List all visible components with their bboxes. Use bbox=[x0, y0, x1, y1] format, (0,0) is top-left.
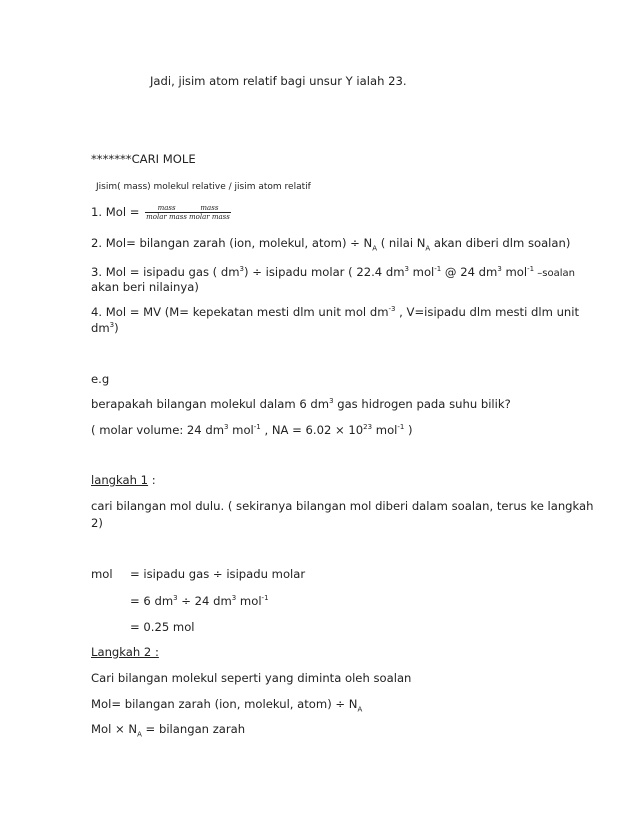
given-text: mol bbox=[372, 423, 398, 437]
calc-equation-1: = isipadu gas ÷ isipadu molar bbox=[130, 567, 306, 581]
subscript: A bbox=[425, 244, 431, 253]
step-1-label: langkah 1 bbox=[91, 473, 149, 487]
superscript: -1 bbox=[253, 423, 261, 432]
step-2-text: Mol= bilangan zarah (ion, molekul, atom) ÷ N bbox=[91, 697, 358, 711]
formula-2-text: akan diberi dlm soalan) bbox=[430, 236, 571, 250]
question-text: berapakah bilangan molekul dalam 6 dm bbox=[91, 397, 330, 411]
step-1-text-line-2: 2) bbox=[91, 516, 103, 530]
formula-4-text: , V=isipadu dlm mesti dlm unit bbox=[395, 305, 580, 319]
mass-fraction-pair bbox=[143, 204, 231, 221]
formula-3-text: mol bbox=[501, 265, 528, 279]
formula-3-text: mol bbox=[408, 265, 435, 279]
mass-fraction-repeat bbox=[188, 204, 231, 221]
question-text: gas hidrogen pada suhu bilik? bbox=[333, 397, 511, 411]
step-1-heading bbox=[91, 473, 156, 487]
superscript: 3 bbox=[329, 397, 334, 406]
superscript: -3 bbox=[388, 305, 396, 314]
subscript: A bbox=[137, 730, 142, 739]
subscript: A bbox=[357, 705, 363, 714]
formula-4-line-1 bbox=[91, 305, 579, 319]
superscript: 3 bbox=[224, 423, 229, 432]
formula-4-line-2 bbox=[91, 321, 119, 335]
superscript: 3 bbox=[239, 265, 245, 274]
mass-fraction bbox=[145, 204, 188, 221]
formula-3-text: @ 24 dm bbox=[441, 265, 498, 279]
superscript: 3 bbox=[497, 265, 502, 274]
formula-2-text: 2. Mol= bilangan zarah (ion, molekul, atom) ÷ N bbox=[91, 236, 373, 250]
formula-1-prefix: 1. Mol = bbox=[91, 205, 140, 219]
formula-2 bbox=[91, 236, 571, 253]
formula-4-text: 4. Mol = MV (M= kepekatan mesti dlm unit mol dm bbox=[91, 305, 389, 319]
fraction-numerator: mass bbox=[145, 204, 188, 213]
given-values bbox=[91, 423, 413, 437]
superscript: -1 bbox=[527, 265, 535, 274]
step-2-line-2 bbox=[91, 697, 363, 714]
formula-3-text: –soalan bbox=[534, 268, 575, 279]
superscript: -1 bbox=[397, 423, 405, 432]
conclusion-line: Jadi, jisim atom relatif bagi unsur Y ialah 23. bbox=[150, 74, 407, 88]
superscript: 3 bbox=[231, 594, 237, 603]
step-1-text-line-1: cari bilangan mol dulu. ( sekiranya bilangan mol diberi dalam soalan, terus ke langkah bbox=[91, 499, 594, 513]
fraction-numerator: mass bbox=[188, 204, 231, 213]
step-2-line-1: Cari bilangan molekul seperti yang diminta oleh soalan bbox=[91, 671, 412, 685]
superscript: 23 bbox=[363, 423, 373, 432]
calc-mol-label: mol bbox=[91, 567, 113, 581]
fraction-denominator: molar mass bbox=[146, 213, 187, 221]
formula-1 bbox=[91, 204, 231, 221]
given-text: ) bbox=[404, 423, 413, 437]
superscript: 3 bbox=[109, 321, 115, 330]
calc-text: ÷ 24 dm bbox=[177, 594, 232, 608]
subscript: A bbox=[372, 244, 378, 253]
formula-3-text: ) ÷ isipadu molar ( 22.4 dm bbox=[244, 265, 405, 279]
calc-text: = 6 dm bbox=[130, 594, 174, 608]
given-text: mol bbox=[228, 423, 254, 437]
calc-text: mol bbox=[236, 594, 262, 608]
formula-3-line-2: akan beri nilainya) bbox=[91, 280, 199, 294]
step-1-colon: : bbox=[148, 473, 156, 487]
example-label: e.g bbox=[91, 372, 110, 386]
step-2-heading: Langkah 2 : bbox=[91, 645, 159, 659]
formula-4-text: ) bbox=[114, 321, 119, 335]
superscript: 3 bbox=[173, 594, 178, 603]
example-question bbox=[91, 397, 511, 411]
calc-equation-2 bbox=[130, 594, 269, 608]
superscript: -1 bbox=[261, 594, 269, 603]
step-2-text: Mol × N bbox=[91, 722, 138, 736]
given-text: ( molar volume: 24 dm bbox=[91, 423, 225, 437]
fraction-denominator: molar mass bbox=[189, 213, 230, 221]
step-2-line-3 bbox=[91, 722, 246, 739]
superscript: -1 bbox=[434, 265, 442, 274]
formula-3-line-1 bbox=[91, 265, 575, 281]
section-heading-cari-mole: *******CARI MOLE bbox=[91, 152, 196, 166]
formula-3-text: 3. Mol = isipadu gas ( dm bbox=[91, 265, 240, 279]
given-text: , NA = 6.02 × 10 bbox=[260, 423, 364, 437]
calc-equation-3: = 0.25 mol bbox=[130, 620, 195, 634]
mass-note: Jisim( mass) molekul relative / jisim atom relatif bbox=[96, 182, 311, 192]
formula-4-text: dm bbox=[91, 321, 110, 335]
superscript: 3 bbox=[404, 265, 409, 274]
step-2-text: = bilangan zarah bbox=[141, 722, 246, 736]
formula-2-text: ( nilai N bbox=[377, 236, 426, 250]
